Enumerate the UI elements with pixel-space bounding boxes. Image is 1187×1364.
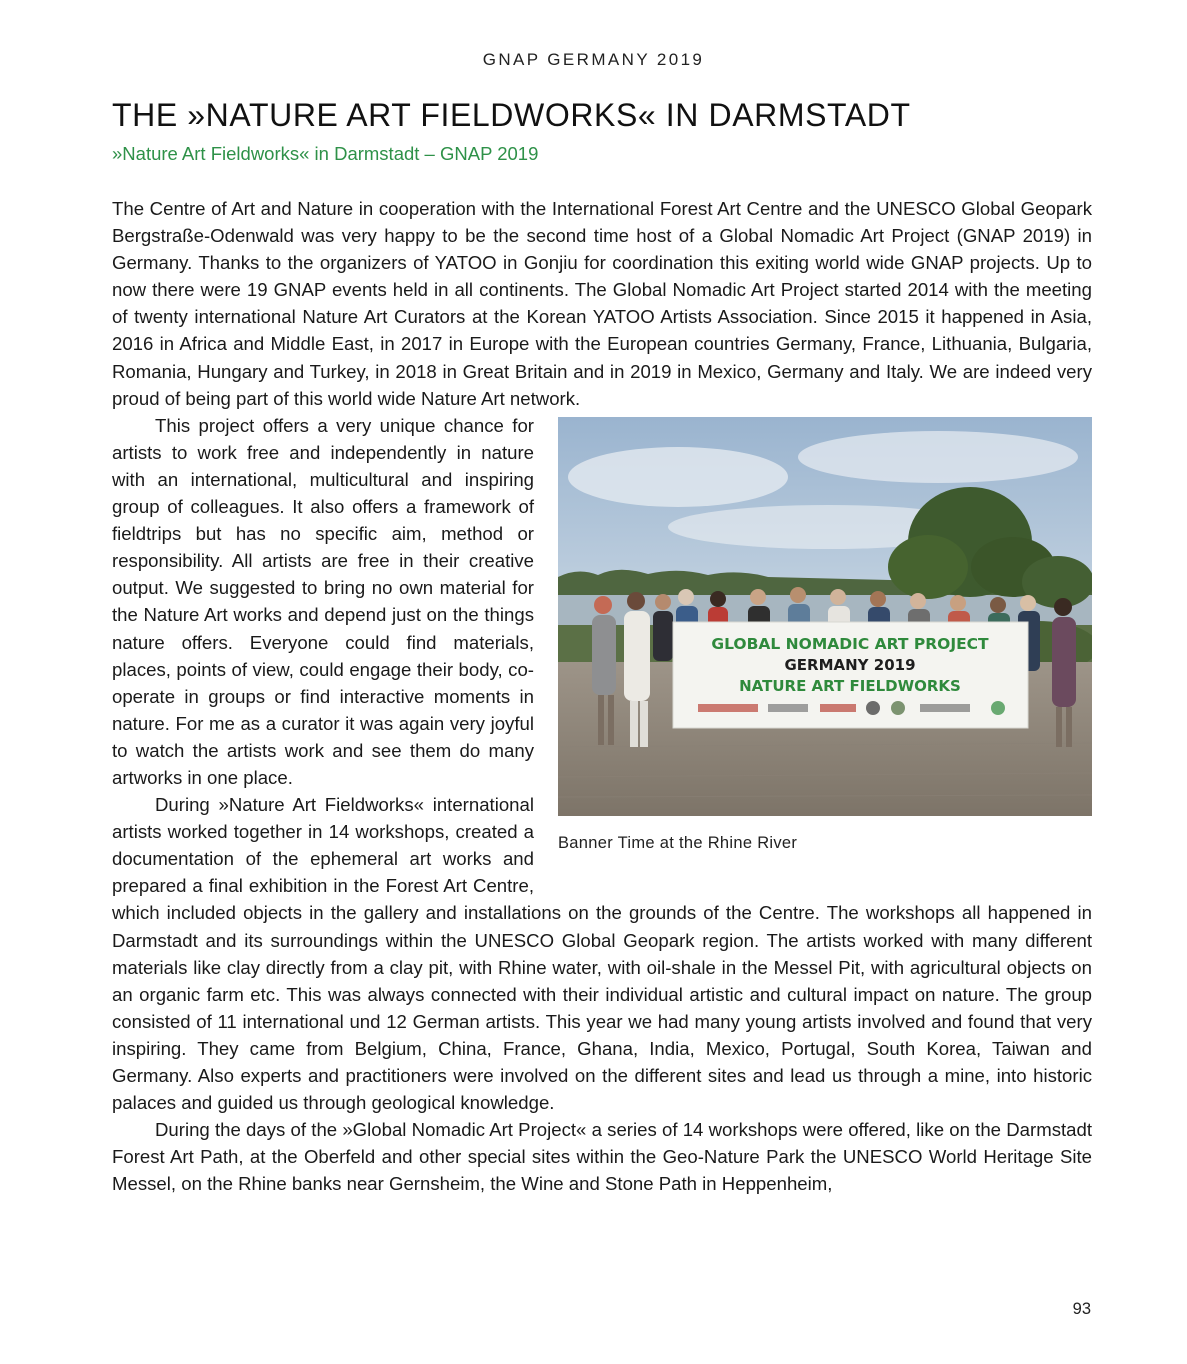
article-body	[112, 195, 1092, 1197]
banner-line-2: GERMANY 2019	[784, 655, 916, 674]
banner-line-1: GLOBAL NOMADIC ART PROJECT	[711, 634, 989, 653]
running-head: GNAP GERMANY 2019	[482, 50, 705, 69]
article-title: THE »NATURE ART FIELDWORKS« IN DARMSTADT	[112, 97, 911, 133]
paragraph-3: During »Nature Art Fieldworks« international artists worked together in 14 workshops, created a documentation of the ephemeral art works and prepared a final exhibition in the Forest Art Centre, which included objects in the gallery and installations on the grounds of the Centre. The workshops all happened in Darmstadt and its surroundings within the UNESCO Global Geopark region. The artists worked with many different materials like clay directly from a clay pit, with Rhine water, with oil-shale in the Messel Pit, with agricultural objects on an organic farm etc. This was always connected with their individual artistic and cultural impact on nature. The group consisted of 11 international und 12 German artists. This year we had many young artists involved and found that very inspiring. They came from Belgium, China, France, Ghana, India, Mexico, Portugal, South Korea, Taiwan and Germany. Also experts and practitioners were involved on the different sites and lead us through a mine, into historic palaces and guided us through geological knowledge.	[112, 794, 1092, 1114]
page-number: 93	[1072, 1300, 1091, 1318]
photo-caption: Banner Time at the Rhine River	[558, 833, 798, 852]
group-photo-figure	[558, 417, 1092, 885]
paragraph-1: The Centre of Art and Nature in cooperation with the International Forest Art Centre and the UNESCO Global Geopark Bergstraße-Odenwald was very happy to be the second time host of a Global Nomadic Art Project (GNAP 2019) in Germany. Thanks to the organizers of YATOO in Gonjiu for coordination this exiting world wide GNAP projects. Up to now there were 19 GNAP events held in all continents. The Global Nomadic Art Project started 2014 with the meeting of twenty international Nature Art Curators at the Korean YATOO Artists Association. Since 2015 it happened in Asia, 2016 in Africa and Middle East, in 2017 in Europe with the European countries Germany, France, Lithuania, Bulgaria, Romania, Hungary and Turkey, in 2018 in Great Britain and in 2019 in Mexico, Germany and Italy. We are indeed very proud of being part of this world wide Nature Art network.	[112, 198, 1092, 409]
paragraph-4: During the days of the »Global Nomadic Art Project« a series of 14 workshops were offered, like on the Darmstadt Forest Art Path, at the Oberfeld and other special sites within the Geo-Nature Park the UNESCO World Heritage Site Messel, on the Rhine banks near Gernsheim, the Wine and Stone Path in Heppenheim,	[112, 1119, 1092, 1195]
article-subtitle: »Nature Art Fieldworks« in Darmstadt – GNAP 2019	[112, 143, 539, 164]
group-photo	[558, 417, 1092, 816]
banner-line-3: NATURE ART FIELDWORKS	[739, 676, 961, 695]
paragraph-2: This project offers a very unique chance for artists to work free and independently in nature with an international, multicultural and inspiring group of colleagues. It also offers a framework of fieldtrips but has no specific aim, method or responsibility. All artists are free in their creative output. We suggested to bring no own material for the Nature Art works and depend just on the things nature offers. Everyone could find materials, places, points of view, could engage their body, cooperate in groups or find interactive moments in nature. For me as a curator it was again very joyful to watch the artists work and see them do many artworks in one place.	[112, 414, 534, 788]
